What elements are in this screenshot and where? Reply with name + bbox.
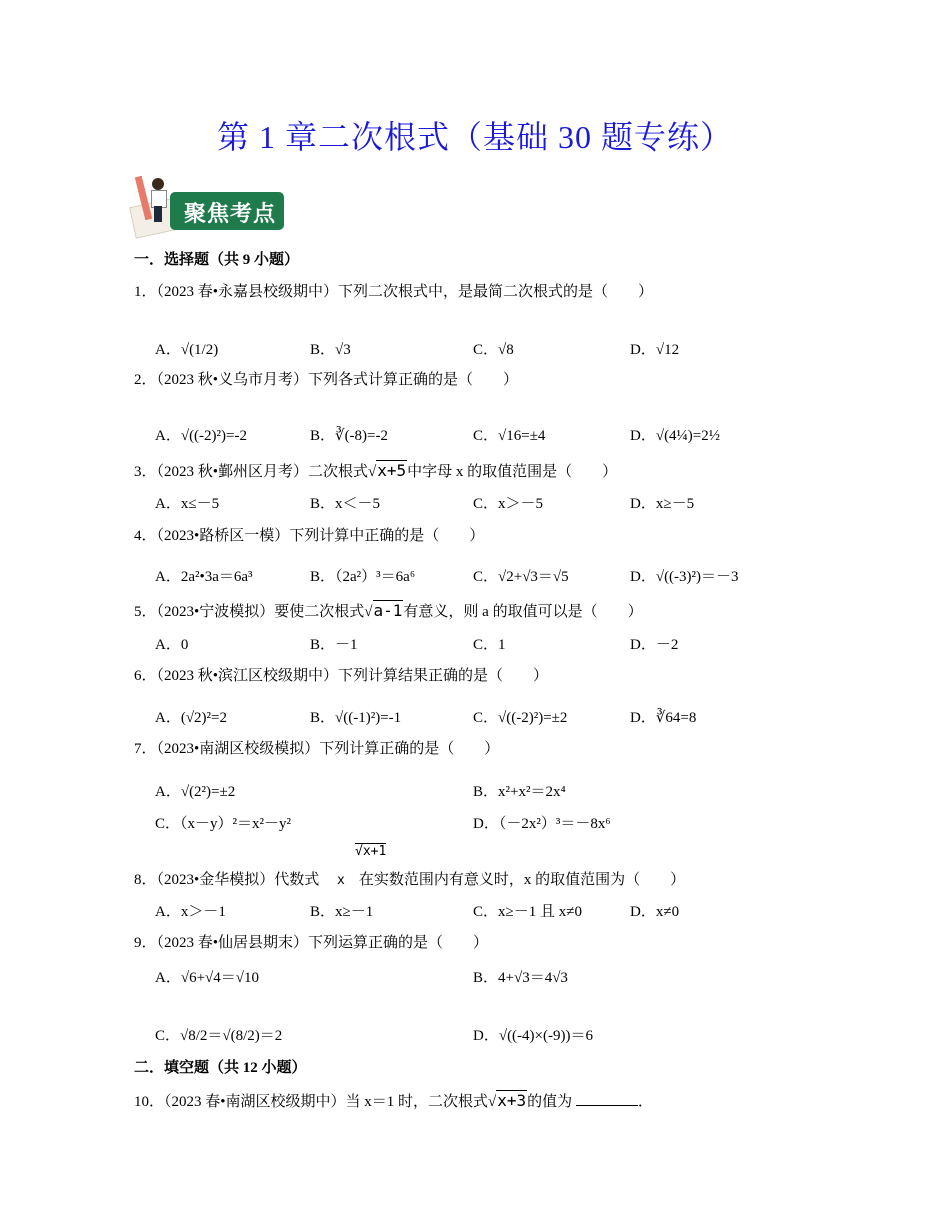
question-number: 2．	[134, 372, 157, 388]
badge-banner	[170, 192, 284, 230]
question-5: 5．（2023•宁波模拟）要使二次根式√a-1有意义，则 a 的取值可以是（ ）	[134, 601, 643, 620]
question-stem: （2023 春•仙居县期末）下列运算正确的是（ ）	[156, 935, 489, 951]
fraction-numerator	[355, 843, 386, 859]
question-stem: （2023 秋•义乌市月考）下列各式计算正确的是（ ）	[156, 372, 519, 388]
numerator-text: √x+1	[355, 844, 387, 859]
question-7	[134, 737, 499, 758]
question-3: 3．（2023 秋•鄞州区月考）二次根式√x+5中字母 x 的取值范围是（ ）	[134, 461, 618, 480]
question-number: 10．	[134, 1094, 165, 1110]
question-6	[134, 664, 548, 685]
option-4b: B．（2a²）³＝6a⁶	[310, 569, 416, 585]
option-9c: C．√8/2＝√(8/2)＝2	[155, 1028, 283, 1044]
question-stem-post: 中字母 x 的取值范围是（ ）	[407, 464, 618, 480]
option-9a: A．√6+√4＝√10	[155, 970, 259, 986]
question-stem: （2023•南湖区校级模拟）下列计算正确的是（ ）	[156, 741, 500, 757]
option-8a: A．x＞－1	[155, 904, 226, 920]
option-8c: C．x≥－1 且 x≠0	[473, 904, 582, 920]
question-number: 7．	[134, 741, 157, 757]
question-stem-post: 的值为	[527, 1094, 573, 1110]
option-5b: B．－1	[310, 637, 358, 653]
option-3c: C．x＞－5	[473, 496, 544, 512]
question-9	[134, 931, 488, 952]
question-stem: （2023 春•永嘉县校级期中）下列二次根式中，是最简二次根式的是（ ）	[156, 284, 654, 300]
question-stem-pre: （2023•金华模拟）代数式	[156, 872, 320, 888]
option-4c: C．√2+√3＝√5	[473, 569, 569, 585]
question-number: 3．	[134, 464, 157, 480]
option-9d: D．√((-4)×(-9))＝6	[473, 1028, 593, 1044]
option-4d: D．√((-3)²)＝－3	[630, 569, 739, 585]
question-stem: （2023 秋•滨江区校级期中）下列计算结果正确的是（ ）	[156, 668, 549, 684]
radical-expression: a-1	[373, 601, 403, 620]
question-number: 9．	[134, 935, 157, 951]
fraction-denominator: x	[337, 873, 345, 888]
option-5c: C．1	[473, 637, 506, 653]
radical-expression: x+3	[497, 1091, 527, 1110]
option-1d: D．√12	[630, 342, 680, 358]
question-2	[134, 368, 518, 389]
question-stem-pre: （2023 春•南湖区校级期中）当 x＝1 时，二次根式	[164, 1094, 489, 1110]
option-6a: A．(√2)²=2	[155, 710, 228, 726]
question-stem: （2023•路桥区一模）下列计算中正确的是（ ）	[156, 528, 485, 544]
student-figure-icon	[152, 178, 164, 190]
option-7b: B．x²+x²＝2x⁴	[473, 784, 566, 800]
question-stem-pre: （2023 秋•鄞州区月考）二次根式	[156, 464, 369, 480]
option-4a: A．2a²•3a＝6a³	[155, 569, 253, 585]
option-7c: C．（x－y）²＝x²－y²	[155, 816, 291, 832]
badge-label: 聚焦考点	[184, 202, 277, 227]
page-title: 第 1 章二次根式（基础 30 题专练）	[216, 119, 733, 155]
option-6d: D．∛64=8	[630, 710, 697, 726]
option-1b: B．√3	[310, 342, 351, 358]
student-legs	[154, 206, 162, 222]
question-8	[134, 868, 685, 889]
section-heading-choice: 一．选择题（共 9 小题）	[134, 252, 300, 268]
option-1a: A．√(1/2)	[155, 342, 219, 358]
option-5d: D．－2	[630, 637, 679, 653]
option-3d: D．x≥－5	[630, 496, 695, 512]
question-number: 4．	[134, 528, 157, 544]
question-stem-end: ．	[637, 1094, 653, 1110]
question-number: 6．	[134, 668, 157, 684]
focus-badge	[130, 172, 290, 234]
option-3a: A．x≤－5	[155, 496, 220, 512]
question-stem-pre: （2023•宁波模拟）要使二次根式	[156, 604, 365, 620]
option-5a: A．0	[155, 637, 189, 653]
option-8d: D．x≠0	[630, 904, 680, 920]
question-number: 5．	[134, 604, 157, 620]
question-stem-post: 在实数范围内有意义时，x 的取值范围为（ ）	[358, 872, 686, 888]
option-7a: A．√(2²)=±2	[155, 784, 236, 800]
option-2a: A．√((-2)²)=-2	[155, 428, 247, 444]
question-number: 1．	[134, 284, 157, 300]
question-4	[134, 524, 484, 545]
option-2c: C．√16=±4	[473, 428, 546, 444]
option-6c: C．√((-2)²)=±2	[473, 710, 568, 726]
radical-expression: x+5	[377, 461, 407, 480]
question-stem-post: 有意义，则 a 的取值可以是（ ）	[403, 604, 643, 620]
option-8b: B．x≥－1	[310, 904, 374, 920]
option-9b: B．4+√3＝4√3	[473, 970, 568, 986]
question-10: 10．（2023 春•南湖区校级期中）当 x＝1 时，二次根式√x+3的值为 ．	[134, 1091, 653, 1110]
option-3b: B．x＜－5	[310, 496, 381, 512]
option-2b: B．∛(-8)=-2	[310, 428, 389, 444]
question-number: 8．	[134, 872, 157, 888]
option-1c: C．√8	[473, 342, 514, 358]
option-2d: D．√(4¼)=2½	[630, 428, 721, 444]
option-6b: B．√((-1)²)=-1	[310, 710, 402, 726]
answer-blank[interactable]	[576, 1105, 638, 1106]
section-heading-fill: 二．填空题（共 12 小题）	[134, 1060, 307, 1076]
option-7d: D．（－2x²）³＝－8x⁶	[473, 816, 611, 832]
question-1	[134, 280, 653, 301]
